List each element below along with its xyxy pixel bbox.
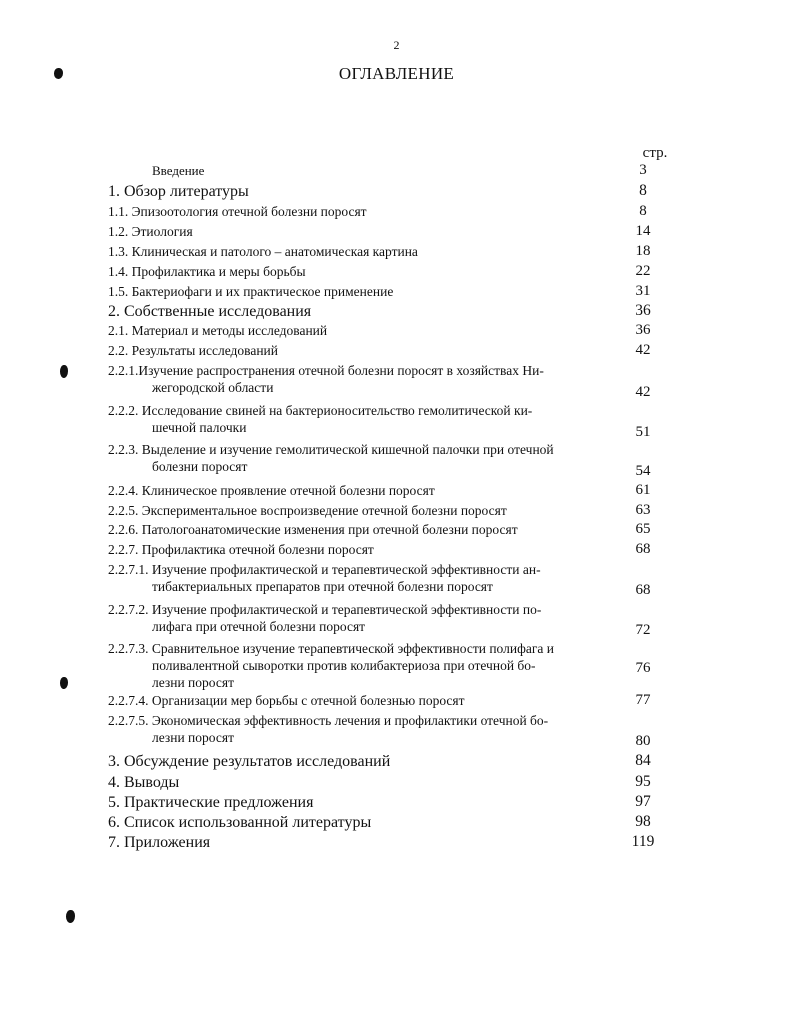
toc-entry-text: 7. Приложения xyxy=(108,834,211,851)
toc-entry-page: 76 xyxy=(635,660,651,676)
toc-entry-text: 6. Список использованной литературы xyxy=(108,814,372,831)
page-column-header: стр. xyxy=(642,145,668,161)
toc-entry-page: 3 xyxy=(639,162,647,178)
toc-entry-text: 2.2.7. Профилактика отечной болезни поросят xyxy=(108,542,374,557)
toc-entry-text: 2.2.4. Клиническое проявление отечной болезни поросят xyxy=(108,483,435,498)
toc-entry-page: 31 xyxy=(635,283,651,299)
toc-entry-text: 2.1. Материал и методы исследований xyxy=(108,323,328,338)
toc-entry-page: 63 xyxy=(635,502,651,518)
toc-entry-text: 2. Собственные исследования xyxy=(108,303,312,320)
toc-entry-page: 68 xyxy=(635,582,651,598)
toc-entry-text-line-1: 2.2.2. Исследование свиней на бактерионосительство гемолитической ки- xyxy=(108,403,533,418)
toc-entry-text-line-1: 2.2.7.5. Экономическая эффективность лечения и профилактики отечной бо- xyxy=(108,713,549,728)
toc-entry-page: 8 xyxy=(639,203,647,219)
toc-entry-page: 77 xyxy=(635,692,651,708)
toc-entry-text-line-2: жегородской области xyxy=(152,380,274,395)
toc-entry-text-line-1: 2.2.7.1. Изучение профилактической и терапевтической эффективности ан- xyxy=(108,562,541,577)
toc-entry-text: 2.2. Результаты исследований xyxy=(108,343,278,358)
toc-entry-text: 1.5. Бактериофаги и их практическое применение xyxy=(108,284,394,299)
toc-entry-text-line-2: болезни поросят xyxy=(152,459,248,474)
toc-entry-page: 36 xyxy=(635,302,651,319)
toc-entry-text: 1.3. Клиническая и патолого – анатомическая картина xyxy=(108,244,418,259)
scan-speck-2 xyxy=(60,365,68,378)
toc-entry-text-line-2: лезни поросят xyxy=(152,730,234,745)
toc-entry-page: 36 xyxy=(635,322,651,338)
toc-entry-text-line-1: 2.2.7.3. Сравнительное изучение терапевтической эффективности полифага и xyxy=(108,641,554,656)
toc-entry-text: 3. Обсуждение результатов исследований xyxy=(108,753,391,770)
toc-entry-page: 72 xyxy=(635,622,651,638)
toc-entry-page: 80 xyxy=(635,733,651,749)
toc-entry-page: 51 xyxy=(635,424,651,440)
toc-entry-page: 22 xyxy=(635,263,651,279)
toc-entry-text: 1.1. Эпизоотология отечной болезни поросят xyxy=(108,204,367,219)
toc-entry-page: 68 xyxy=(635,541,651,557)
toc-entry-text-line-2-wrap xyxy=(108,729,611,746)
toc-entry-text: 2.2.5. Экспериментальное воспроизведение отечной болезни поросят xyxy=(108,503,507,518)
toc-entry-text-line-2: тибактериальных препаратов при отечной болезни поросят xyxy=(152,579,493,594)
toc-entry-text: 2.2.7.4. Организации мер борьбы с отечной болезнью поросят xyxy=(108,693,465,708)
toc-entry-text: Введение xyxy=(152,163,205,178)
toc-entry-text-line-2: поливалентной сыворотки против колибактериоза при отечной бо- xyxy=(152,658,536,673)
toc-entry-text: 5. Практические предложения xyxy=(108,794,314,811)
toc-entry-text-line-3: лезни поросят xyxy=(152,675,234,690)
toc-entry-text: 1.4. Профилактика и меры борьбы xyxy=(108,264,306,279)
toc-entry-page: 42 xyxy=(635,342,651,358)
toc-entry-page: 98 xyxy=(635,813,651,830)
scan-speck-3 xyxy=(60,677,68,689)
toc-entry-text-line-2-wrap xyxy=(108,618,611,635)
toc-entry-text-line-2-wrap xyxy=(108,379,611,396)
toc-entry-page: 18 xyxy=(635,243,651,259)
toc-entry-text-line-2-wrap xyxy=(108,419,611,436)
toc-entry-text-line-2-wrap xyxy=(108,657,611,674)
toc-entry-page: 65 xyxy=(635,521,651,537)
toc-entry-text: 1.2. Этиология xyxy=(108,224,193,239)
toc-entry-page: 119 xyxy=(631,833,655,850)
scan-speck-4 xyxy=(66,910,75,923)
page-number: 2 xyxy=(393,38,400,52)
toc-entry-page: 14 xyxy=(635,223,651,239)
toc-entry-text-line-1: 2.2.3. Выделение и изучение гемолитической кишечной палочки при отечной xyxy=(108,442,554,457)
toc-entry-text-line-2-wrap xyxy=(108,458,611,475)
toc-entry-text-line-1: 2.2.7.2. Изучение профилактической и терапевтической эффективности по- xyxy=(108,602,542,617)
toc-entry-page: 8 xyxy=(639,182,647,199)
toc-entry-text: 4. Выводы xyxy=(108,774,180,791)
toc-entry-page: 84 xyxy=(635,752,651,769)
toc-entry-text: 2.2.6. Патологоанатомические изменения при отечной болезни поросят xyxy=(108,522,518,537)
toc-entry-page: 97 xyxy=(635,793,651,810)
toc-entry-text-line-2: лифага при отечной болезни поросят xyxy=(152,619,366,634)
toc-entry-text: 1. Обзор литературы xyxy=(108,183,249,200)
toc-entry-text-line-3-wrap xyxy=(108,674,611,691)
toc-entry-text-line-2: шечной палочки xyxy=(152,420,247,435)
toc-entry-page: 42 xyxy=(635,384,651,400)
toc-entry-page: 61 xyxy=(635,482,651,498)
page-title: ОГЛАВЛЕНИЕ xyxy=(338,64,455,83)
toc-entry-text-line-2-wrap xyxy=(108,578,611,595)
toc-entry-page: 95 xyxy=(635,773,651,790)
toc-entry-page: 54 xyxy=(635,463,651,479)
toc-entry-text-line-1: 2.2.1.Изучение распространения отечной болезни поросят в хозяйствах Ни- xyxy=(108,363,544,378)
